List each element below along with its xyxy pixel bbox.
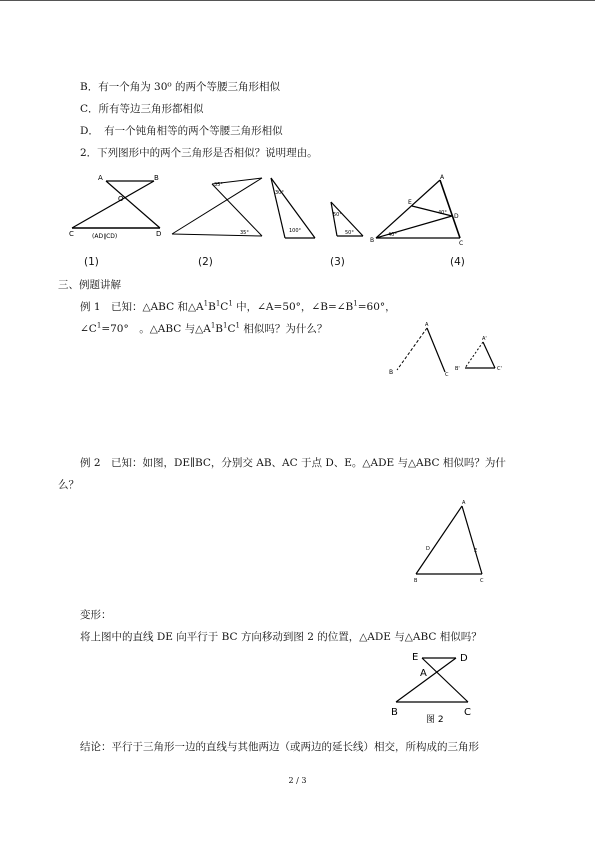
figure-3-caption: (3) xyxy=(330,256,345,268)
fig1-label-c: C xyxy=(69,230,74,238)
fig2-angle-top: 35° xyxy=(214,182,223,188)
fig3-angle-b: 100° xyxy=(289,228,302,234)
ex2-label-e: E xyxy=(474,548,478,554)
fig2-caption: 图 2 xyxy=(426,715,444,725)
ex1-label-a: A xyxy=(425,322,429,328)
ex1-label-b1: B' xyxy=(455,366,460,372)
section-3-heading: 三、例题讲解 xyxy=(58,279,121,291)
ex2-label-c: C xyxy=(480,578,484,584)
example-2-line-1: 例 2 已知：如图，DE∥BC，分别交 AB、AC 于点 D、E。△ADE 与△ABC 相似吗？为什 xyxy=(80,457,506,469)
fig4-label-d: D xyxy=(454,213,459,220)
fig2-label-a: A xyxy=(420,668,427,679)
variant-title: 变形： xyxy=(80,609,112,621)
fig3-angle-c: 50° xyxy=(333,212,342,218)
fig3-angle-a: 30° xyxy=(275,190,284,196)
top-rule xyxy=(0,0,595,1)
fig4-angle-bottom: 40° xyxy=(388,232,397,238)
fig2-label-d: D xyxy=(460,653,468,664)
ex1-label-b: B xyxy=(389,369,394,376)
fig4-label-a: A xyxy=(440,174,445,181)
ex1-label-c: C xyxy=(445,372,449,378)
fig1-label-o: O xyxy=(118,195,124,203)
fig3-angle-d: 50° xyxy=(345,230,354,236)
fig1-label-d: D xyxy=(156,230,162,238)
option-d: D． 有一个钝角相等的两个等腰三角形相似 xyxy=(80,125,283,137)
fig1-note: (AD∥CD) xyxy=(92,233,118,240)
option-c: C．所有等边三角形都相似 xyxy=(80,103,204,115)
fig4-label-b: B xyxy=(370,237,375,244)
ex1-label-c1: C' xyxy=(497,366,502,372)
example-1-figure xyxy=(385,320,510,380)
example-1-line-1: 例 1 已知：△ABC 和$\triangle A^1B^1C^1$ 中，∠A=50°，$\angle B=\angle B^1=60^\circ$， xyxy=(80,299,396,313)
figure-4-caption: (4) xyxy=(450,256,465,268)
figure-1 xyxy=(68,172,168,242)
figure-1-caption: (1) xyxy=(84,256,99,268)
figure-2-diagram xyxy=(388,648,488,728)
figure-4 xyxy=(368,172,478,250)
figure-3 xyxy=(265,172,375,242)
conclusion: 结论：平行于三角形一边的直线与其他两边（或两边的延长线）相交，所构成的三角形 xyxy=(80,741,479,753)
page-number: 2 / 3 xyxy=(288,776,307,785)
fig2-label-e: E xyxy=(412,652,419,663)
fig1-label-b: B xyxy=(154,174,159,182)
fig1-label-a: A xyxy=(98,174,103,182)
question-2: 2．下列图形中的两个三角形是否相似？说明理由。 xyxy=(80,147,318,159)
ex2-label-a: A xyxy=(462,500,466,506)
fig4-label-c: C xyxy=(459,240,464,247)
option-b: B．有一个角为 30⁰ 的两个等腰三角形相似 xyxy=(80,81,280,93)
fig2-label-b: B xyxy=(391,707,398,718)
example-1-line-2: $\angle C^1=70^\circ$ 。△ABC 与$\triangle A^1B^1C^1$ 相似吗？为什么？ xyxy=(80,321,328,335)
fig4-angle-top: 40° xyxy=(438,210,447,216)
fig2-angle-bottom: 35° xyxy=(240,230,249,236)
ex2-label-b: B xyxy=(414,578,418,584)
fig2-label-c: C xyxy=(464,707,471,718)
fig4-label-e: E xyxy=(408,199,412,206)
variant-text: 将上图中的直线 DE 向平行于 BC 方向移动到图 2 的位置，△ADE 与△ABC 相似吗？ xyxy=(80,631,482,643)
ex2-label-d: D xyxy=(426,546,430,552)
figure-2 xyxy=(170,172,270,242)
ex1-label-a1: A' xyxy=(482,336,487,342)
example-2-figure xyxy=(410,498,500,588)
example-2-line-2: 么？ xyxy=(58,479,79,491)
figure-2-caption: (2) xyxy=(198,256,213,268)
